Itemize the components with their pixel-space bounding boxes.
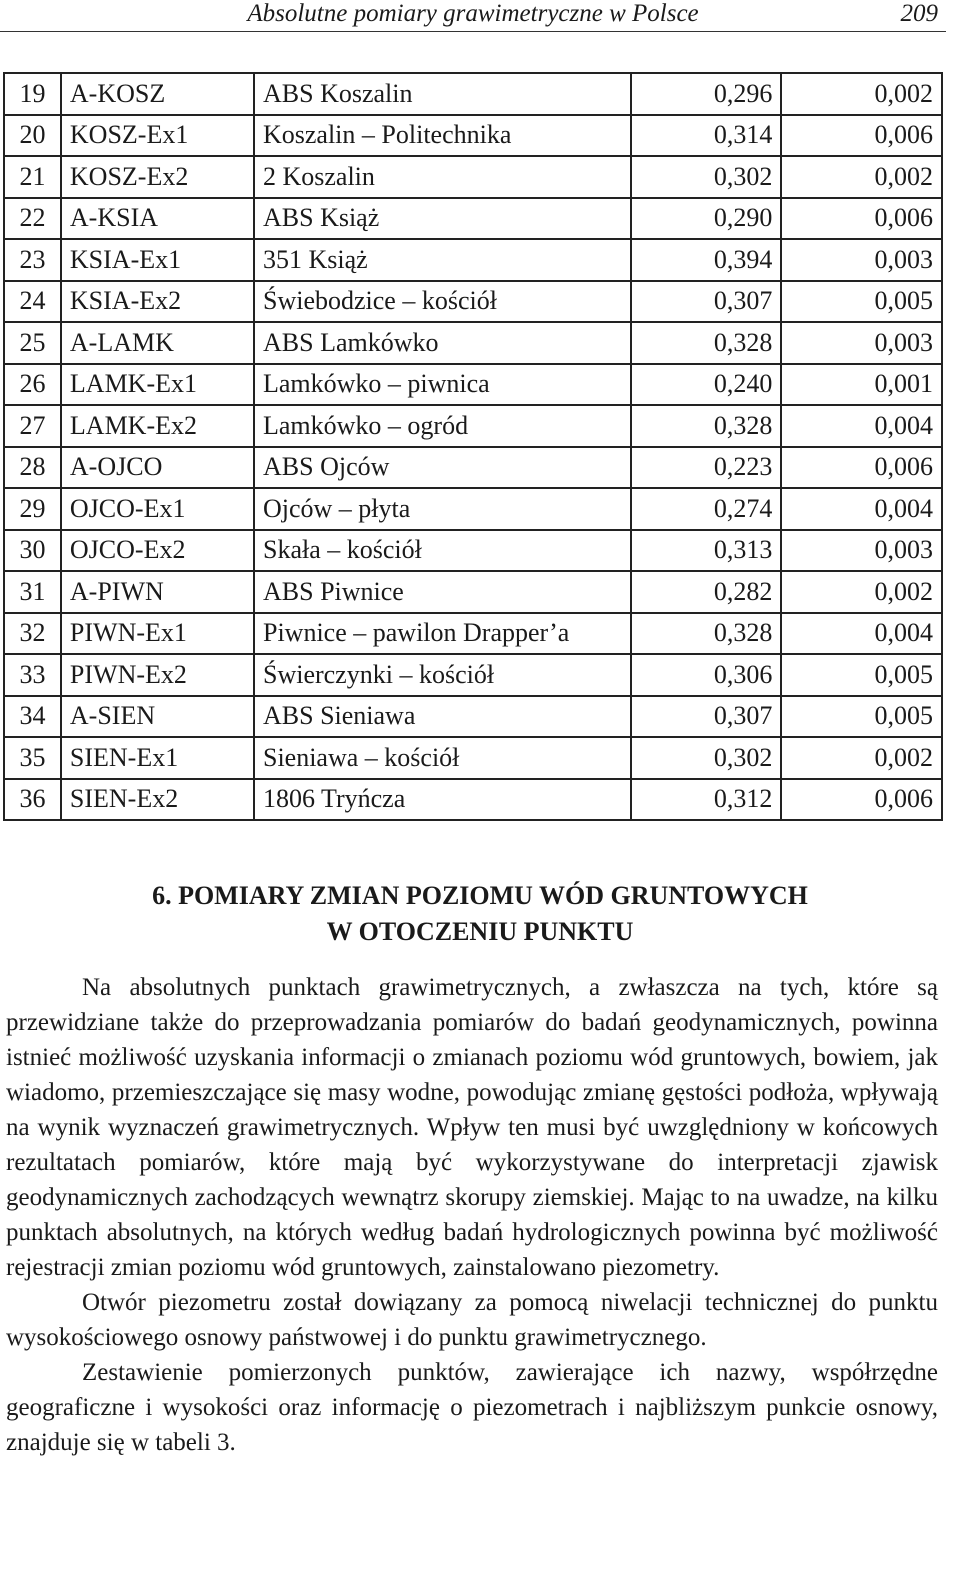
point-name: 1806 Tryńcza	[254, 779, 631, 821]
gravity-value: 0,328	[631, 322, 781, 364]
running-title: Absolutne pomiary grawimetryczne w Polsce	[247, 0, 699, 27]
row-number: 29	[4, 488, 61, 530]
page-header	[0, 0, 946, 32]
table-body	[4, 73, 942, 820]
section-heading-line2: W OTOCZENIU PUNKTU	[326, 917, 634, 946]
point-name: Świebodzice – kościół	[254, 281, 631, 323]
point-name: ABS Piwnice	[254, 571, 631, 613]
table-row	[4, 571, 942, 613]
point-name: Ojców – płyta	[254, 488, 631, 530]
row-number: 28	[4, 447, 61, 489]
table-row	[4, 779, 942, 821]
section-heading-line1: 6. POMIARY ZMIAN POZIOMU WÓD GRUNTOWYCH	[152, 881, 808, 910]
gravity-value: 0,306	[631, 654, 781, 696]
table-row	[4, 488, 942, 530]
error-value: 0,006	[781, 447, 942, 489]
point-code: PIWN-Ex1	[61, 613, 254, 655]
point-code: A-PIWN	[61, 571, 254, 613]
error-value: 0,004	[781, 613, 942, 655]
table-row	[4, 115, 942, 157]
gravity-value: 0,307	[631, 281, 781, 323]
point-code: LAMK-Ex1	[61, 364, 254, 406]
row-number: 26	[4, 364, 61, 406]
point-code: A-LAMK	[61, 322, 254, 364]
point-code: KSIA-Ex1	[61, 239, 254, 281]
table-row	[4, 737, 942, 779]
point-name: Koszalin – Politechnika	[254, 115, 631, 157]
point-name: ABS Sieniawa	[254, 696, 631, 738]
gravity-value: 0,282	[631, 571, 781, 613]
gravity-value: 0,312	[631, 779, 781, 821]
point-name: Piwnice – pawilon Drapper’a	[254, 613, 631, 655]
gravity-value: 0,290	[631, 198, 781, 240]
table-row	[4, 405, 942, 447]
error-value: 0,003	[781, 239, 942, 281]
row-number: 30	[4, 530, 61, 572]
gravity-value: 0,314	[631, 115, 781, 157]
page-number: 209	[900, 0, 938, 27]
row-number: 24	[4, 281, 61, 323]
error-value: 0,003	[781, 322, 942, 364]
body-text	[6, 970, 938, 1460]
point-code: KSIA-Ex2	[61, 281, 254, 323]
error-value: 0,002	[781, 737, 942, 779]
point-name: 351 Książ	[254, 239, 631, 281]
paragraph: Na absolutnych punktach grawimetrycznych, a zwłaszcza na tych, które są przewidziane także do przeprowadzania pomiarów do badań geodynamicznych, powinna istnieć możliwość uzyskania informacji o zmianach poziomu wód gruntowych, bowiem, jak wiadomo, przemieszczające się masy wodne, powodując zmianę gęstości podłoża, wpływają na wynik wyznaczeń grawimetrycznych. Wpływ ten musi być uwzględniony w końcowych rezultatach pomiarów, które mają być wykorzystywane do interpretacji zjawisk geodynamicznych zachodzących wewnątrz skorupy ziemskiej. Mając to na uwadze, na kilku punktach absolutnych, na których według badań hydrologicznych powinna być możliwość rejestracji zmian poziomu wód gruntowych, zainstalowano piezometry.	[6, 974, 938, 1281]
row-number: 19	[4, 73, 61, 115]
gravity-value: 0,302	[631, 737, 781, 779]
gravity-value: 0,394	[631, 239, 781, 281]
row-number: 31	[4, 571, 61, 613]
row-number: 25	[4, 322, 61, 364]
paragraph: Zestawienie pomierzonych punktów, zawierające ich nazwy, współrzędne geograficzne i wysokości oraz informację o piezometrach i najbliższym punkcie osnowy, znajduje się w tabeli 3.	[6, 1359, 938, 1456]
error-value: 0,002	[781, 156, 942, 198]
table-row	[4, 73, 942, 115]
row-number: 22	[4, 198, 61, 240]
point-name: Świerczynki – kościół	[254, 654, 631, 696]
gravity-value: 0,302	[631, 156, 781, 198]
error-value: 0,002	[781, 571, 942, 613]
gravity-value: 0,313	[631, 530, 781, 572]
error-value: 0,003	[781, 530, 942, 572]
table-row	[4, 447, 942, 489]
row-number: 27	[4, 405, 61, 447]
row-number: 21	[4, 156, 61, 198]
section-heading	[0, 878, 960, 950]
row-number: 34	[4, 696, 61, 738]
error-value: 0,001	[781, 364, 942, 406]
row-number: 35	[4, 737, 61, 779]
point-code: SIEN-Ex2	[61, 779, 254, 821]
table-row	[4, 654, 942, 696]
error-value: 0,002	[781, 73, 942, 115]
gravity-value: 0,296	[631, 73, 781, 115]
point-code: A-OJCO	[61, 447, 254, 489]
point-code: KOSZ-Ex2	[61, 156, 254, 198]
point-code: A-KSIA	[61, 198, 254, 240]
gravity-value: 0,328	[631, 613, 781, 655]
table-row	[4, 198, 942, 240]
point-name: 2 Koszalin	[254, 156, 631, 198]
error-value: 0,005	[781, 696, 942, 738]
row-number: 33	[4, 654, 61, 696]
point-code: OJCO-Ex2	[61, 530, 254, 572]
point-name: ABS Książ	[254, 198, 631, 240]
point-code: SIEN-Ex1	[61, 737, 254, 779]
row-number: 36	[4, 779, 61, 821]
table-row	[4, 530, 942, 572]
table-row	[4, 364, 942, 406]
point-code: A-SIEN	[61, 696, 254, 738]
table-row	[4, 281, 942, 323]
gravity-value: 0,328	[631, 405, 781, 447]
point-name: Lamkówko – ogród	[254, 405, 631, 447]
point-code: LAMK-Ex2	[61, 405, 254, 447]
gravity-value: 0,223	[631, 447, 781, 489]
point-code: KOSZ-Ex1	[61, 115, 254, 157]
gravity-points-table	[3, 72, 943, 821]
row-number: 23	[4, 239, 61, 281]
point-code: PIWN-Ex2	[61, 654, 254, 696]
point-code: OJCO-Ex1	[61, 488, 254, 530]
gravity-value: 0,240	[631, 364, 781, 406]
table-row	[4, 156, 942, 198]
error-value: 0,006	[781, 198, 942, 240]
point-code: A-KOSZ	[61, 73, 254, 115]
point-name: Lamkówko – piwnica	[254, 364, 631, 406]
point-name: ABS Lamkówko	[254, 322, 631, 364]
point-name: Sieniawa – kościół	[254, 737, 631, 779]
gravity-value: 0,307	[631, 696, 781, 738]
paragraph: Otwór piezometru został dowiązany za pomocą niwelacji technicznej do punktu wysokościowego osnowy państwowej i do punktu grawimetrycznego.	[6, 1289, 938, 1351]
row-number: 32	[4, 613, 61, 655]
point-name: Skała – kościół	[254, 530, 631, 572]
error-value: 0,005	[781, 654, 942, 696]
error-value: 0,006	[781, 779, 942, 821]
row-number: 20	[4, 115, 61, 157]
gravity-value: 0,274	[631, 488, 781, 530]
table-row	[4, 613, 942, 655]
error-value: 0,006	[781, 115, 942, 157]
error-value: 0,004	[781, 488, 942, 530]
table-row	[4, 322, 942, 364]
error-value: 0,005	[781, 281, 942, 323]
point-name: ABS Koszalin	[254, 73, 631, 115]
table-row	[4, 696, 942, 738]
point-name: ABS Ojców	[254, 447, 631, 489]
error-value: 0,004	[781, 405, 942, 447]
table-row	[4, 239, 942, 281]
